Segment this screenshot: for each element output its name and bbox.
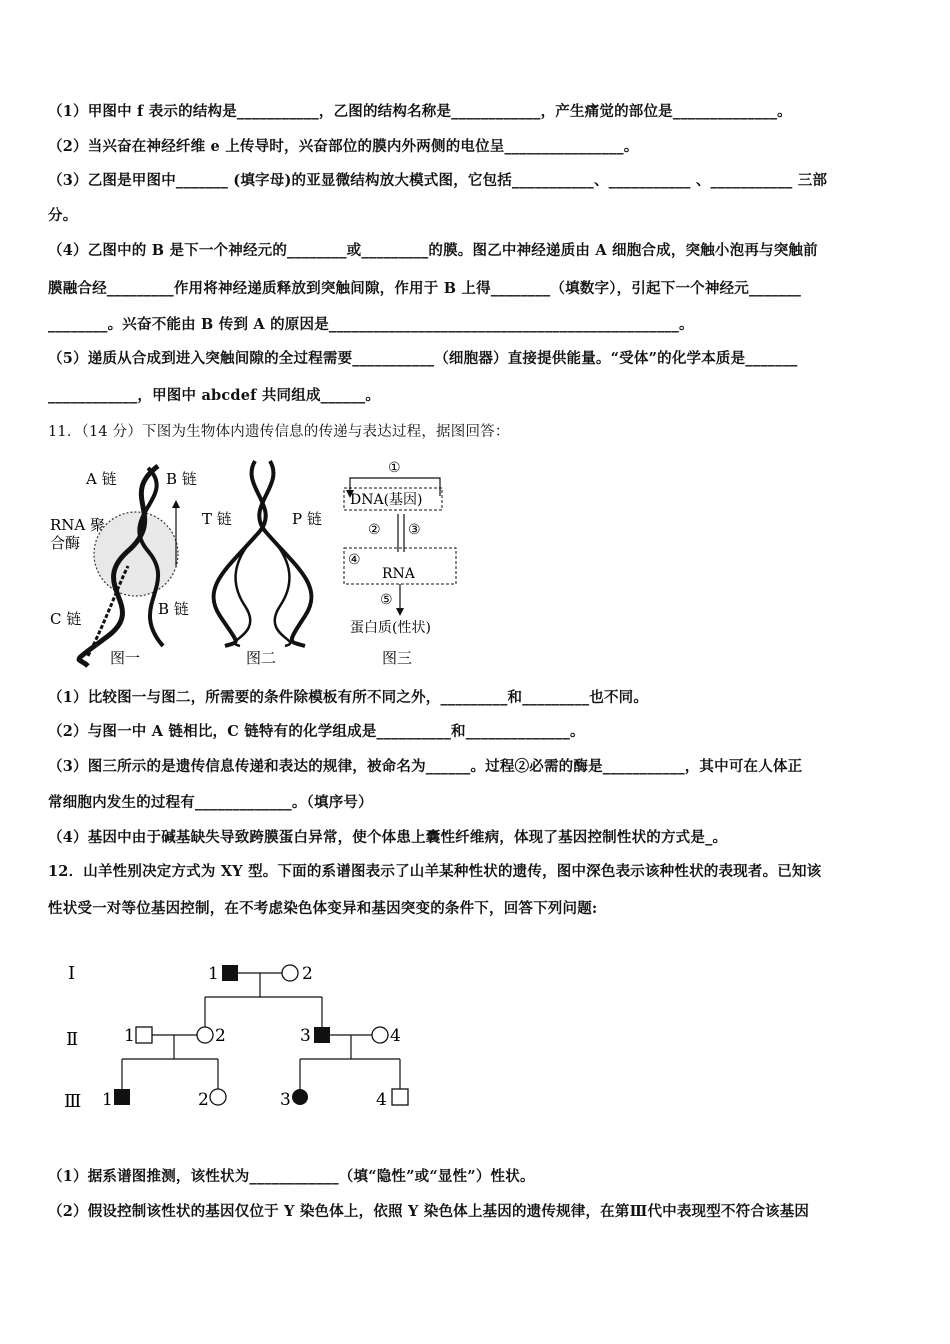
i-1-affected-male [222,965,238,981]
fig3-process-1: ① [388,460,401,476]
question-10-part-4: （4）乙图中的 B 是下一个神经元的________或_________的膜。图乙中神经递质由 A 细胞合成，突触小泡再与突触前 [48,242,818,259]
fig2-t-chain-label: T 链 [202,510,232,528]
question-10-part-4-cont: 膜融合经_________作用将神经递质释放到突触间隙，作用于 B 上得________（填数字），引起下一个神经元_______ [48,280,802,297]
fig3-process-3: ③ [408,522,421,538]
i-1-number: 1 [208,964,219,984]
fig3-process-2: ② [368,522,381,538]
fig3-protein-label: 蛋白质(性状) [350,620,431,636]
iii-1-number: 1 [102,1090,113,1110]
question-11-part-3: （3）图三所示的是遗传信息传递和表达的规律，被命名为______。过程②必需的酶是___________，其中可在人体正 [48,758,803,775]
question-10-part-3: （3）乙图是甲图中_______ (填字母)的亚显微结构放大模式图，它包括___________、___________ 、___________ 三部 [48,172,828,189]
pedigree-chart [60,955,420,1125]
fig1-caption: 图一 [110,649,141,667]
question-11-part-4: （4）基因中由于碱基缺失导致跨膜蛋白异常，使个体患上囊性纤维病，体现了基因控制性状的方式是_。 [48,829,728,846]
fig1-c-chain-label: C 链 [50,610,82,628]
ii-3-affected-male [314,1027,330,1043]
fig2-strand-right-1 [259,461,311,646]
i-2-number: 2 [302,964,313,984]
question-10-part-2: （2）当兴奋在神经纤维 e 上传导时，兴奋部位的膜内外两侧的电位呈________________。 [48,138,639,155]
fig2-strand-right-2 [265,531,290,646]
question-10-part-3-cont: 分。 [48,207,78,224]
question-12-stem: 12．山羊性别决定方式为 XY 型。下面的系谱图表示了山羊某种性状的遗传，图中深色表示该种性状的表现者。已知该 [48,863,822,880]
fig3-process-4: ④ [348,552,361,568]
fig1-a-chain-label: A 链 [86,470,117,488]
question-11-part-2: （2）与图一中 A 链相比，C 链特有的化学组成是__________和______________。 [48,723,585,740]
fig3-caption: 图三 [382,649,413,667]
question-12-stem-cont: 性状受一对等位基因控制，在不考虑染色体变异和基因突变的条件下，回答下列问题: [48,900,598,917]
fig3-process-5: ⑤ [380,592,393,608]
iii-2-number: 2 [198,1090,209,1110]
ii-1-number: 1 [124,1026,135,1046]
iii-3-affected-female [292,1089,308,1105]
figure-2-replication [200,456,340,671]
generation-ii-label: Ⅱ [66,1029,79,1050]
ii-2-unaffected-female [197,1027,213,1043]
fig1-b-chain-bottom-label: B 链 [158,600,189,618]
figure-1-transcription [48,456,208,671]
figure-3-central-dogma [340,456,470,671]
iii-4-number: 4 [376,1090,387,1110]
iii-4-unaffected-male [392,1089,408,1105]
fig3-dna-label: DNA(基因) [350,492,423,508]
question-11-part-1: （1）比较图一与图二，所需要的条件除模板有所不同之外，_________和_________也不同。 [48,689,649,706]
ii-2-number: 2 [215,1026,226,1046]
iii-2-unaffected-female [210,1089,226,1105]
question-12-part-1: （1）据系谱图推测，该性状为____________（填“隐性”或“显性”）性状。 [48,1168,535,1185]
fig3-rna-label: RNA [382,566,415,582]
fig1-polymerase-blob [94,512,178,596]
question-10-part-5-cont: ____________，甲图中 abcdef 共同组成______。 [48,387,381,404]
generation-i-label: Ⅰ [68,963,76,984]
fig2-caption: 图二 [246,649,277,667]
fig2-strand-left-1 [214,461,266,646]
fig3-arrow-translation-head [396,608,404,616]
fig2-strand-left-2 [235,531,260,646]
fig1-b-chain-top-label: B 链 [166,470,197,488]
fig2-p-chain-label: P 链 [292,510,322,528]
question-11-part-3-cont: 常细胞内发生的过程有_____________。（填序号） [48,794,373,811]
question-12-part-2: （2）假设控制该性状的基因仅位于 Y 染色体上，依照 Y 染色体上基因的遗传规律，在第Ⅲ代中表现型不符合该基因 [48,1203,810,1220]
question-10-part-1: （1）甲图中 f 表示的结构是___________，乙图的结构名称是____________，产生痛觉的部位是______________。 [48,103,792,120]
ii-4-number: 4 [390,1026,401,1046]
fig1-rna-polymerase-label-1: RNA 聚 [50,516,106,534]
iii-1-affected-male [114,1089,130,1105]
generation-iii-label: Ⅲ [64,1091,82,1112]
i-2-unaffected-female [282,965,298,981]
question-11-stem: 11．（14 分）下图为生物体内遗传信息的传递与表达过程，据图回答： [48,424,510,440]
iii-3-number: 3 [280,1090,291,1110]
ii-1-unaffected-male [136,1027,152,1043]
ii-3-number: 3 [300,1026,311,1046]
fig1-rna-polymerase-label-2: 合酶 [50,534,81,552]
ii-4-unaffected-female [372,1027,388,1043]
fig1-arrowhead [172,500,180,508]
question-10-part-4-cont2: ________。兴奋不能由 B 传到 A 的原因是_______________________________________________。 [48,316,694,333]
question-10-part-5: （5）递质从合成到进入突触间隙的全过程需要___________（细胞器）直接提供能量。“受体”的化学本质是_______ [48,350,798,367]
